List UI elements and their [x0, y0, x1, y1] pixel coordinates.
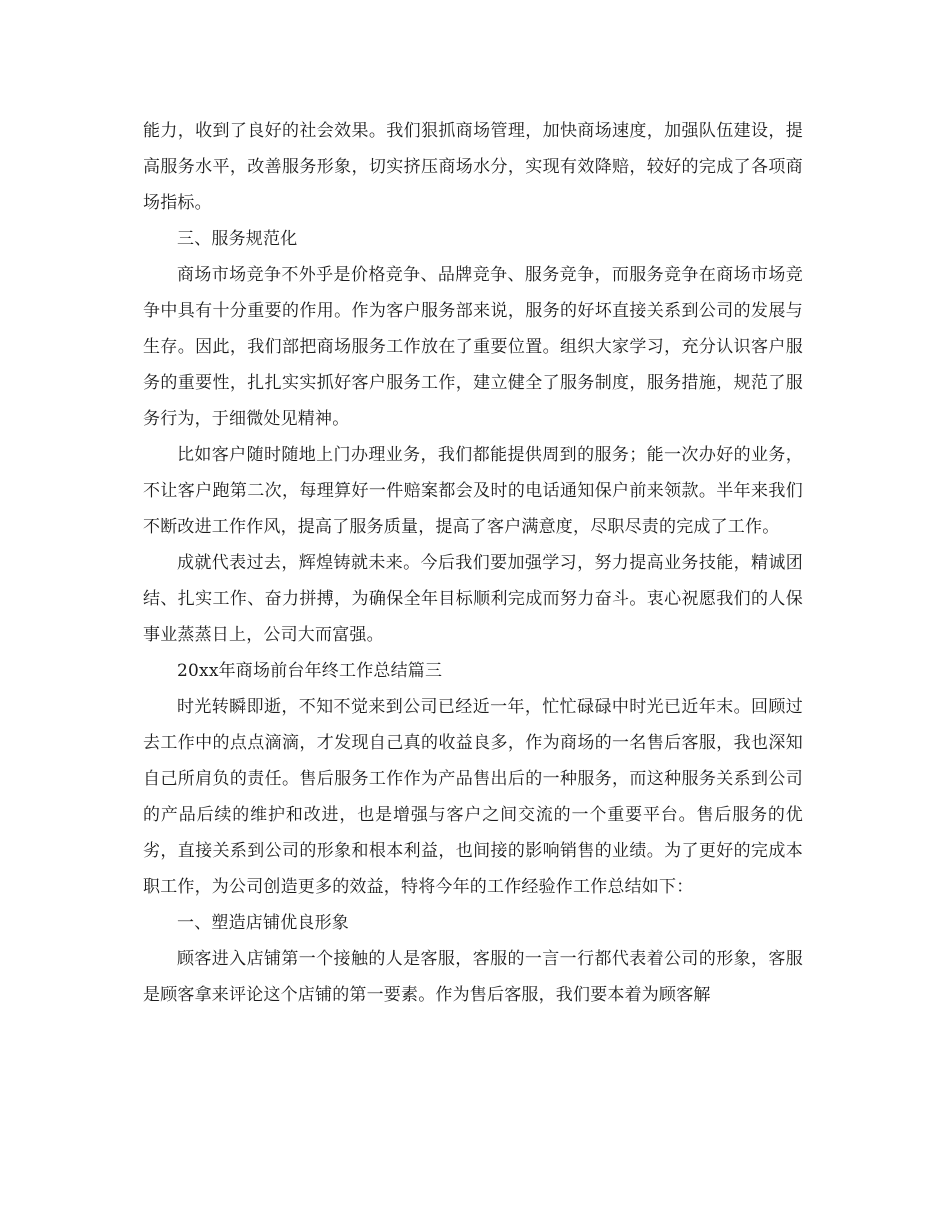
document-body [143, 113, 803, 1013]
paragraph-customer-service-example: 比如客户随时随地上门办理业务，我们都能提供周到的服务；能一次办好的业务，不让客户跑第二次，每理算好一件赔案都会及时的电话通知保户前来领款。半年来我们不断改进工作作风，提高了服务质量，提高了客户满意度，尽职尽责的完成了工作。 [143, 445, 803, 537]
paragraph-continued: 能力，收到了良好的社会效果。我们狠抓商场管理，加快商场速度，加强队伍建设，提高服务水平，改善服务形象，切实挤压商场水分，实现有效降赔，较好的完成了各项商场指标。 [143, 121, 803, 213]
section-heading-store-image: 一、塑造店铺优良形象 [177, 913, 349, 933]
paragraph-first-impression: 顾客进入店铺第一个接触的人是客服，客服的一言一行都代表着公司的形象，客服是顾客拿来评论这个店铺的第一要素。作为售后客服，我们要本着为顾客解 [143, 949, 803, 1005]
paragraph-service-competition: 商场市场竞争不外乎是价格竞争、品牌竞争、服务竞争，而服务竞争在商场市场竞争中具有十分重要的作用。作为客户服务部来说，服务的好坏直接关系到公司的发展与生存。因此，我们部把商场服务工作放在了重要位置。组织大家学习，充分认识客户服务的重要性，扎扎实实抓好客户服务工作，建立健全了服务制度，服务措施，规范了服务行为，于细微处见精神。 [143, 265, 803, 429]
section-heading-service-standardization: 三、服务规范化 [177, 229, 298, 249]
paragraph-future-outlook: 成就代表过去，辉煌铸就未来。今后我们要加强学习，努力提高业务技能，精诚团结、扎实工作、奋力拼搏，为确保全年目标顺利完成而努力奋斗。衷心祝愿我们的人保事业蒸蒸日上，公司大而富强。 [143, 553, 803, 645]
article-heading-summary-part-three: 20xx年商场前台年终工作总结篇三 [177, 661, 443, 681]
paragraph-year-review: 时光转瞬即逝，不知不觉来到公司已经近一年，忙忙碌碌中时光已近年末。回顾过去工作中的点点滴滴，才发现自己真的收益良多，作为商场的一名售后客服，我也深知自己所肩负的责任。售后服务工作作为产品售出后的一种服务，而这种服务关系到公司的产品后续的维护和改进，也是增强与客户之间交流的一个重要平台。售后服务的优劣，直接关系到公司的形象和根本利益，也间接的影响销售的业绩。为了更好的完成本职工作，为公司创造更多的效益，特将今年的工作经验作工作总结如下： [143, 697, 803, 897]
